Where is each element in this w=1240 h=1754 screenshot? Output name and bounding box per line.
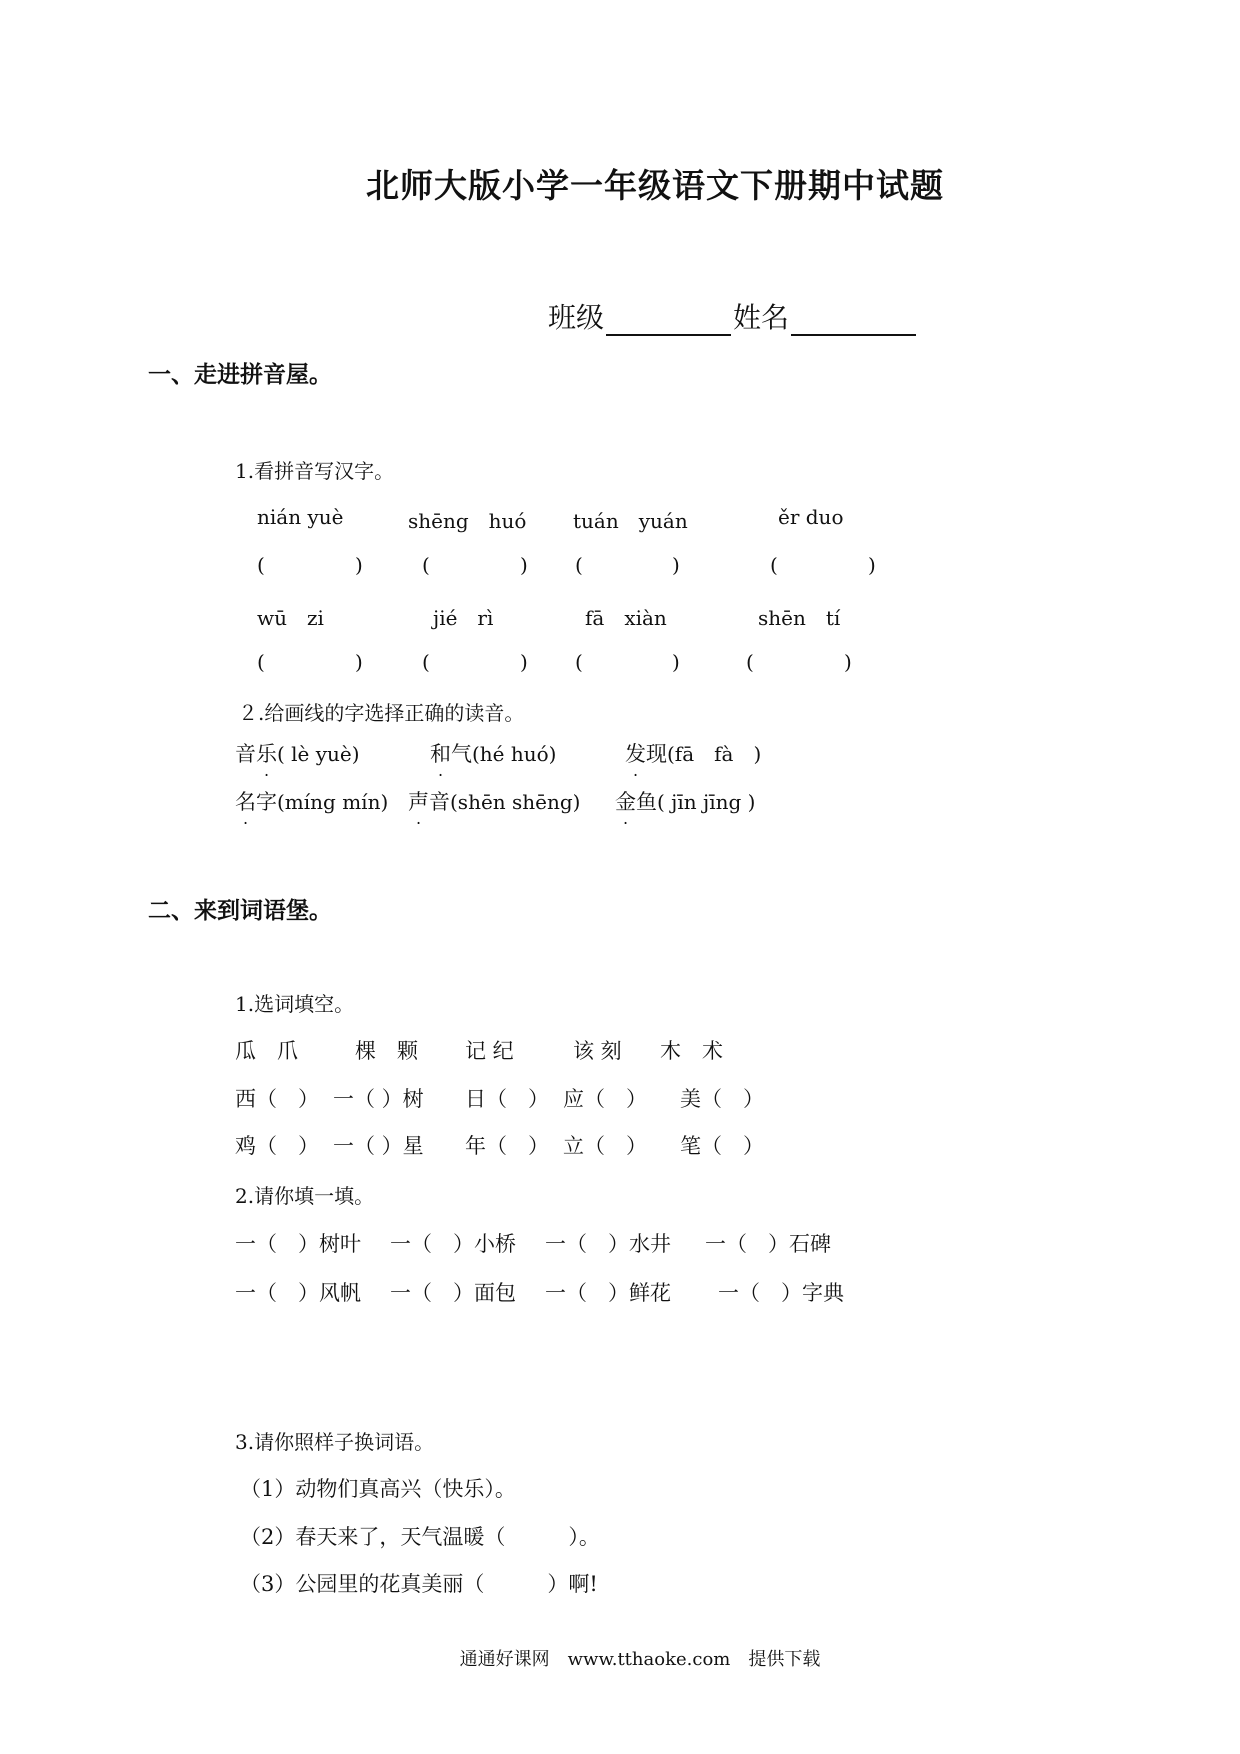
paren-close: ) bbox=[520, 650, 528, 674]
paren-open: ( bbox=[575, 650, 583, 674]
paren-close: ) bbox=[844, 650, 852, 674]
reading-item-6: 金鱼( jīn jīng ) bbox=[615, 790, 756, 814]
footer-credit: 通通好课网 www.tthaoke.com 提供下载 bbox=[459, 1649, 821, 1670]
s2-q1-prompt: 1.选词填空。 bbox=[235, 992, 355, 1016]
marked-char: 乐 bbox=[256, 742, 277, 766]
measure-item: 一（ ）树叶 bbox=[235, 1232, 361, 1256]
marked-char: 名 bbox=[235, 790, 256, 814]
section1-heading: 一、走进拼音屋。 bbox=[148, 362, 332, 388]
fill-item: 笔（ ） bbox=[680, 1134, 764, 1158]
paren-close: ) bbox=[672, 650, 680, 674]
measure-item: 一（ ）小桥 bbox=[390, 1232, 516, 1256]
paren-close: ) bbox=[355, 553, 363, 577]
reading-item-5: 声音(shēn shēng) bbox=[408, 790, 581, 814]
fill-item: 西（ ） bbox=[235, 1087, 319, 1111]
paren-open: ( bbox=[746, 650, 754, 674]
page-title: 北师大版小学一年级语文下册期中试题 bbox=[366, 166, 944, 205]
pinyin-3: tuán yuán bbox=[573, 509, 688, 533]
class-blank[interactable] bbox=[606, 306, 731, 336]
pinyin-4: ěr duo bbox=[778, 505, 844, 529]
fill-item: 一（ ）星 bbox=[333, 1134, 424, 1158]
name-label: 姓名 bbox=[733, 301, 790, 334]
measure-item: 一（ ）面包 bbox=[390, 1281, 516, 1305]
pinyin-6: jié rì bbox=[433, 606, 494, 630]
pinyin-7: fā xiàn bbox=[585, 606, 667, 630]
paren-close: ) bbox=[672, 553, 680, 577]
pinyin-2: shēng huó bbox=[408, 509, 527, 533]
class-name-line bbox=[548, 296, 918, 336]
paren-open: ( bbox=[257, 553, 265, 577]
paren-close: ) bbox=[868, 553, 876, 577]
measure-item: 一（ ）字典 bbox=[718, 1281, 844, 1305]
fill-item: 鸡（ ） bbox=[235, 1134, 319, 1158]
s2-q2-prompt: 2.请你填一填。 bbox=[235, 1184, 375, 1208]
marked-char: 声 bbox=[408, 790, 429, 814]
class-label: 班级 bbox=[548, 301, 605, 334]
choice-2: 棵 颗 bbox=[355, 1039, 418, 1063]
sentence-2: （2）春天来了，天气温暖（ ）。 bbox=[240, 1525, 600, 1549]
fill-item: 日（ ） bbox=[465, 1087, 549, 1111]
measure-item: 一（ ）石碑 bbox=[705, 1232, 831, 1256]
fill-item: 年（ ） bbox=[465, 1134, 549, 1158]
fill-item: 美（ ） bbox=[680, 1087, 764, 1111]
paren-open: ( bbox=[422, 553, 430, 577]
marked-char: 和 bbox=[430, 742, 451, 766]
fill-item: 立（ ） bbox=[563, 1134, 647, 1158]
s1-q2-prompt: ２.给画线的字选择正确的读音。 bbox=[238, 701, 525, 725]
measure-item: 一（ ）鲜花 bbox=[545, 1281, 671, 1305]
paren-open: ( bbox=[575, 553, 583, 577]
s2-q3-prompt: 3.请你照样子换词语。 bbox=[235, 1430, 435, 1454]
pinyin-8: shēn tí bbox=[758, 606, 841, 630]
paren-close: ) bbox=[520, 553, 528, 577]
choice-5: 木 术 bbox=[660, 1039, 723, 1063]
section2-heading: 二、来到词语堡。 bbox=[148, 898, 332, 924]
choice-4: 该 刻 bbox=[573, 1039, 622, 1063]
s1-q1-prompt: 1.看拼音写汉字。 bbox=[235, 459, 395, 483]
reading-item-3: 发现(fā fà ) bbox=[625, 742, 762, 766]
name-blank[interactable] bbox=[791, 306, 916, 336]
choice-3: 记 纪 bbox=[465, 1039, 514, 1063]
pinyin-1: nián yuè bbox=[257, 505, 344, 529]
reading-item-1: 音乐( lè yuè) bbox=[235, 742, 360, 766]
marked-char: 金 bbox=[615, 790, 636, 814]
fill-item: 应（ ） bbox=[563, 1087, 647, 1111]
measure-item: 一（ ）水井 bbox=[545, 1232, 671, 1256]
paren-open: ( bbox=[770, 553, 778, 577]
fill-item: 一（ ）树 bbox=[333, 1087, 424, 1111]
pinyin-5: wū zi bbox=[257, 606, 324, 630]
paren-open: ( bbox=[422, 650, 430, 674]
reading-item-2: 和气(hé huó) bbox=[430, 742, 557, 766]
sentence-3: （3）公园里的花真美丽（ ）啊! bbox=[240, 1572, 598, 1596]
reading-item-4: 名字(míng mín) bbox=[235, 790, 389, 814]
sentence-1: （1）动物们真高兴（快乐）。 bbox=[240, 1477, 516, 1501]
paren-open: ( bbox=[257, 650, 265, 674]
measure-item: 一（ ）风帆 bbox=[235, 1281, 361, 1305]
paren-close: ) bbox=[355, 650, 363, 674]
choice-1: 瓜 爪 bbox=[235, 1039, 298, 1063]
marked-char: 发 bbox=[625, 742, 646, 766]
